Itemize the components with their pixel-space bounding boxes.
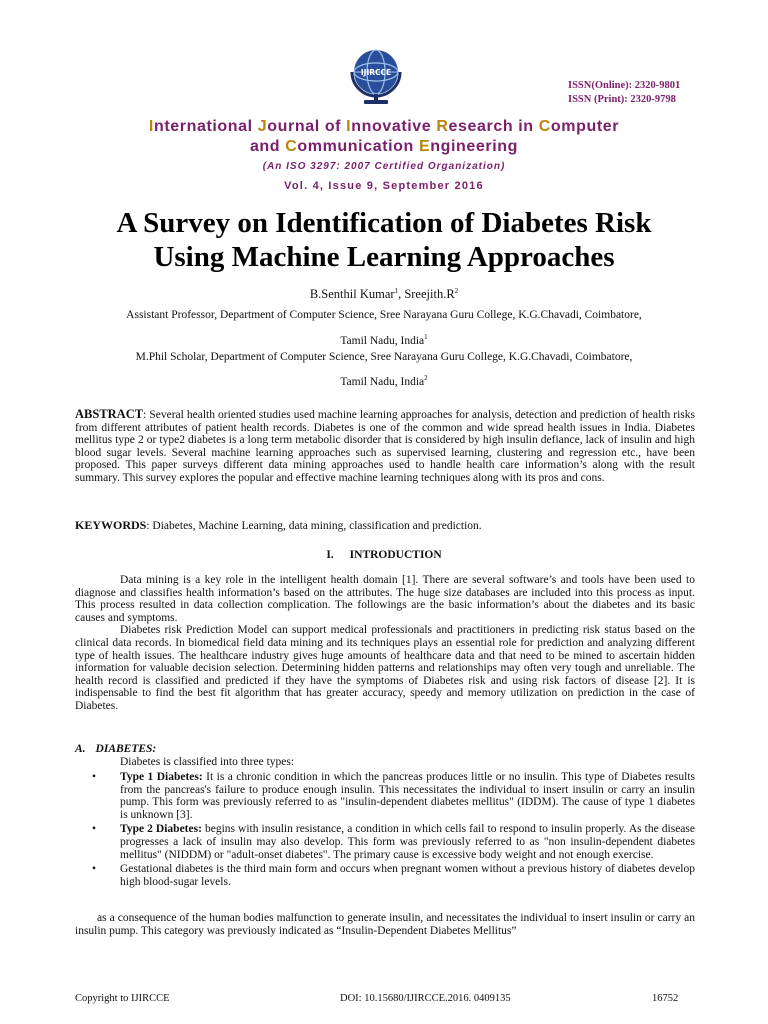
bullet-icon: • <box>92 863 97 876</box>
bullet-label: Type 1 Diabetes: <box>120 771 203 783</box>
footer-copyright: Copyright to IJIRCCE <box>75 993 170 1004</box>
paper-title-line2: Using Machine Learning Approaches <box>153 241 615 273</box>
author-1-sup: 1 <box>394 287 399 295</box>
journal-name-line1: International Journal of Innovative Research in Computer <box>148 118 620 135</box>
issn-online: ISSN(Online): 2320-9801 <box>568 80 681 91</box>
keywords-label: KEYWORDS <box>75 518 147 532</box>
affiliation-2-line2: Tamil Nadu, India$^2$ <box>340 374 428 388</box>
affiliation-1-line1: Assistant Professor, Department of Computer Science, Sree Narayana Guru College, K.G.Chavadi, Coimbatore, <box>126 309 642 321</box>
section-heading-introduction <box>0 549 768 561</box>
bullet-label: Type 2 Diabetes: <box>120 823 202 836</box>
keywords-text: : Diabetes, Machine Learning, data mining, classification and prediction. <box>146 520 482 532</box>
author-1: B.Senthil Kumar <box>309 287 395 302</box>
issn-block <box>568 79 680 107</box>
subsection-title: DIABETES: <box>95 743 157 755</box>
certification-note: (An ISO 3297: 2007 Certified Organization) <box>262 161 506 172</box>
svg-text:IJIRCCE: IJIRCCE <box>360 68 392 77</box>
authors <box>0 287 768 302</box>
abstract-text: : Several health oriented studies used machine learning approaches for analysis, detection and prediction of health risks from different attributes of patient health records. Diabetes is one of the common and wide spread health issues in India. Diabetes mellitus type 2 or type2 diabetes is a long term metabolic disorder that is considered by high insulin defiance, lack of insulin and high blood sugar levels. Several machine learning approaches such as supervised learning, clustering and regression etc., have been proposed. This paper surveys different data mining approaches used to handle health care information’s along with the result summary. This survey explores the popular and effective machine learning techniques along with its pros and cons. <box>75 409 695 484</box>
author-separator: , <box>398 287 405 302</box>
subsection-heading-diabetes <box>75 743 156 755</box>
affiliation-2-line1: M.Phil Scholar, Department of Computer Science, Sree Narayana Guru College, K.G.Chavadi, Coimbatore, <box>135 351 633 363</box>
list-item <box>92 823 695 861</box>
abstract <box>75 408 695 485</box>
keywords <box>75 519 695 533</box>
footer-doi: DOI: 10.15680/IJIRCCE.2016. 0409135 <box>340 993 511 1004</box>
types-intro: Diabetes is classified into three types: <box>120 756 295 768</box>
diabetes-tail-paragraph: as a consequence of the human bodies malfunction to generate insulin, and necessitates the individual to insert insulin or carry an insulin pump. This category was previously indicated as “Insulin-Dependent Diabetes Mellitus” <box>75 912 695 937</box>
intro-paragraph-2: Diabetes risk Prediction Model can support medical professionals and practitioners in predicting risk status based on the clinical data records. In biomedical field data mining and its techniques plays an essential role for prediction and analyzing different type of health issues. The healthcare industry gives huge amounts of healthcare data and that need to be mined to ascertain hidden information for valuable decision selection. Determining hidden patterns and relationships may often very tough and unreliable. The health record is classified and predicted if they have the symptoms of Diabetes risk and using risk factors of disease [2]. It is indispensable to find the best fit algorithm that has greater accuracy, speedy and memory utilization on prediction in the case of Diabetes. <box>75 624 695 712</box>
intro-paragraph-1: Data mining is a key role in the intelligent health domain [1]. There are several software’s and tools have been used to diagnose and classifies health information’s based on the attributes. The huge size databases are included into this process as input. This process resulted in data collection complication. The followings are the basic information’s about the diabetes and its basic causes and symptoms. <box>75 574 695 624</box>
list-item <box>92 863 695 888</box>
introduction-body <box>75 574 695 713</box>
journal-logo <box>343 42 409 108</box>
abstract-label: ABSTRACT <box>75 407 144 421</box>
bullet-text: It is a chronic condition in which the pancreas produces little or no insulin. This type of Diabetes results from the pancreas's failure to produce enough insulin. This necessitates the individual to insert insulin or carry an insulin pump. This form was previously referred to as "insulin-dependent diabetes mellitus" (IDDM). The cause of type 1 diabetes is unknown [3]. <box>120 771 695 821</box>
volume-issue: Vol. 4, Issue 9, September 2016 <box>284 180 484 192</box>
author-2-sup: 2 <box>454 287 459 295</box>
subsection-number: A. <box>75 743 86 755</box>
author-2: Sreejith.R <box>404 287 455 302</box>
bullet-text: Gestational diabetes is the third main form and occurs when pregnant women without a previous history of diabetes develop high blood-sugar levels. <box>120 863 695 888</box>
bullet-icon: • <box>92 771 97 783</box>
affiliation-1-line2: Tamil Nadu, India$^1$ <box>340 333 428 347</box>
list-item <box>92 771 695 821</box>
diabetes-types-list <box>92 771 695 890</box>
paper-title-line1: A Survey on Identification of Diabetes Risk <box>116 207 652 239</box>
section-title: INTRODUCTION <box>349 549 442 561</box>
section-number: I. <box>326 549 334 561</box>
journal-name-line2: and Communication Engineering <box>249 138 519 155</box>
bullet-text: begins with insulin resistance, a condition in which cells fail to respond to insulin properly. As the disease progresses a lack of insulin may also develop. This form was previously referred to as "non insulin-dependent diabetes mellitus" (NIDDM) or "adult-onset diabetes". The primary cause is excessive body weight and not enough exercise. <box>120 823 695 861</box>
bullet-icon: • <box>92 823 97 836</box>
issn-print: ISSN (Print): 2320-9798 <box>568 94 676 105</box>
footer-page-number: 16752 <box>652 993 679 1004</box>
